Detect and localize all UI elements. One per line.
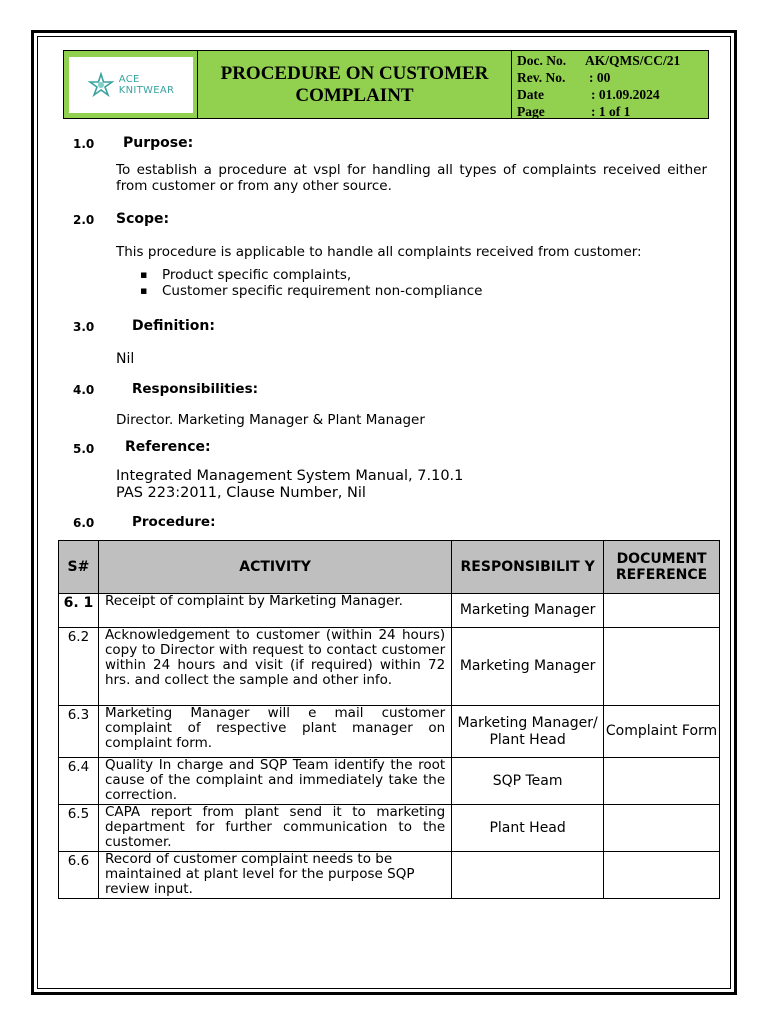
row-doc-ref: Complaint Form bbox=[604, 706, 720, 758]
row-doc-ref bbox=[604, 594, 720, 628]
row-sn: 6.2 bbox=[59, 628, 99, 706]
row-responsibility: Marketing Manager/ Plant Head bbox=[452, 706, 604, 758]
row-sn: 6. 1 bbox=[59, 594, 99, 628]
row-sn: 6.6 bbox=[59, 852, 99, 899]
row-responsibility bbox=[452, 852, 604, 899]
reference-line1: Integrated Management System Manual, 7.10.1 bbox=[116, 468, 464, 484]
row-sn: 6.5 bbox=[59, 805, 99, 852]
star-logo-icon bbox=[87, 71, 115, 99]
meta-rev-no: Rev. No. : 00 bbox=[517, 70, 611, 85]
table-row bbox=[59, 852, 720, 899]
document-title bbox=[198, 51, 512, 118]
definition-text: Nil bbox=[116, 351, 135, 367]
table-row bbox=[59, 805, 720, 852]
row-responsibility: Marketing Manager bbox=[452, 628, 604, 706]
responsibilities-text: Director. Marketing Manager & Plant Manager bbox=[116, 412, 425, 428]
document-header bbox=[63, 50, 709, 119]
document-meta bbox=[512, 51, 708, 118]
table-row bbox=[59, 706, 720, 758]
header-responsibility: RESPONSIBILIT Y bbox=[452, 541, 604, 594]
company-logo bbox=[69, 57, 193, 113]
logo-text-line1: ACE bbox=[118, 73, 140, 85]
section-title-reference: Reference: bbox=[125, 439, 211, 455]
header-activity: ACTIVITY bbox=[98, 541, 451, 594]
meta-date: Date : 01.09.2024 bbox=[517, 87, 660, 102]
meta-doc-no: Doc. No. AK/QMS/CC/21 bbox=[517, 53, 681, 68]
section-number-reference: 5.0 bbox=[73, 442, 95, 456]
list-item: ▪ Product specific complaints, bbox=[140, 267, 482, 283]
title-line1: PROCEDURE ON CUSTOMER bbox=[220, 62, 489, 84]
procedure-table bbox=[58, 540, 720, 899]
reference-line2: PAS 223:2011, Clause Number, Nil bbox=[116, 485, 366, 501]
row-activity: Quality In charge and SQP Team identify the root cause of the complaint and immediately take the correction. bbox=[98, 758, 451, 805]
header-sn: S# bbox=[59, 541, 99, 594]
logo-cell bbox=[64, 51, 198, 118]
table-row bbox=[59, 758, 720, 805]
row-doc-ref bbox=[604, 758, 720, 805]
row-activity: CAPA report from plant send it to marketing department for further communication to the customer. bbox=[98, 805, 451, 852]
section-title-procedure: Procedure: bbox=[132, 514, 216, 530]
scope-text: This procedure is applicable to handle all complaints received from customer: bbox=[116, 244, 642, 260]
row-sn: 6.3 bbox=[59, 706, 99, 758]
table-row bbox=[59, 594, 720, 628]
section-title-scope: Scope: bbox=[116, 211, 170, 227]
reference-text bbox=[116, 468, 707, 502]
section-title-responsibilities: Responsibilities: bbox=[132, 381, 259, 397]
table-row bbox=[59, 628, 720, 706]
row-activity: Marketing Manager will e mail customer complaint of respective plant manager on complaint form. bbox=[98, 706, 451, 758]
row-activity: Receipt of complaint by Marketing Manager. bbox=[98, 594, 451, 628]
row-responsibility: SQP Team bbox=[452, 758, 604, 805]
row-responsibility: Plant Head bbox=[452, 805, 604, 852]
purpose-text: To establish a procedure at vspl for handling all types of complaints received either from customer or from any other source. bbox=[116, 162, 707, 194]
row-doc-ref bbox=[604, 852, 720, 899]
section-title-definition: Definition: bbox=[132, 318, 215, 334]
row-sn: 6.4 bbox=[59, 758, 99, 805]
row-activity: Acknowledgement to customer (within 24 hours) copy to Director with request to contact customer within 24 hours and visit (if required) within 72 hrs. and collect the sample and other info. bbox=[98, 628, 451, 706]
scope-bullets bbox=[140, 267, 482, 299]
section-number-scope: 2.0 bbox=[73, 213, 95, 227]
section-number-procedure: 6.0 bbox=[73, 516, 95, 530]
logo-text-line2: KNITWEAR bbox=[118, 84, 175, 96]
row-doc-ref bbox=[604, 628, 720, 706]
section-number-definition: 3.0 bbox=[73, 320, 95, 334]
title-line2: COMPLAINT bbox=[295, 84, 414, 106]
meta-page: Page : 1 of 1 bbox=[517, 104, 631, 119]
section-number-responsibilities: 4.0 bbox=[73, 383, 95, 397]
section-title-purpose: Purpose: bbox=[123, 135, 194, 151]
list-item: ▪ Customer specific requirement non-compliance bbox=[140, 283, 482, 299]
section-number-purpose: 1.0 bbox=[73, 137, 95, 151]
header-doc-ref: DOCUMENT REFERENCE bbox=[604, 541, 720, 594]
row-responsibility: Marketing Manager bbox=[452, 594, 604, 628]
table-header-row bbox=[59, 541, 720, 594]
row-activity: Record of customer complaint needs to be maintained at plant level for the purpose SQP review input. bbox=[98, 852, 451, 899]
row-doc-ref bbox=[604, 805, 720, 852]
